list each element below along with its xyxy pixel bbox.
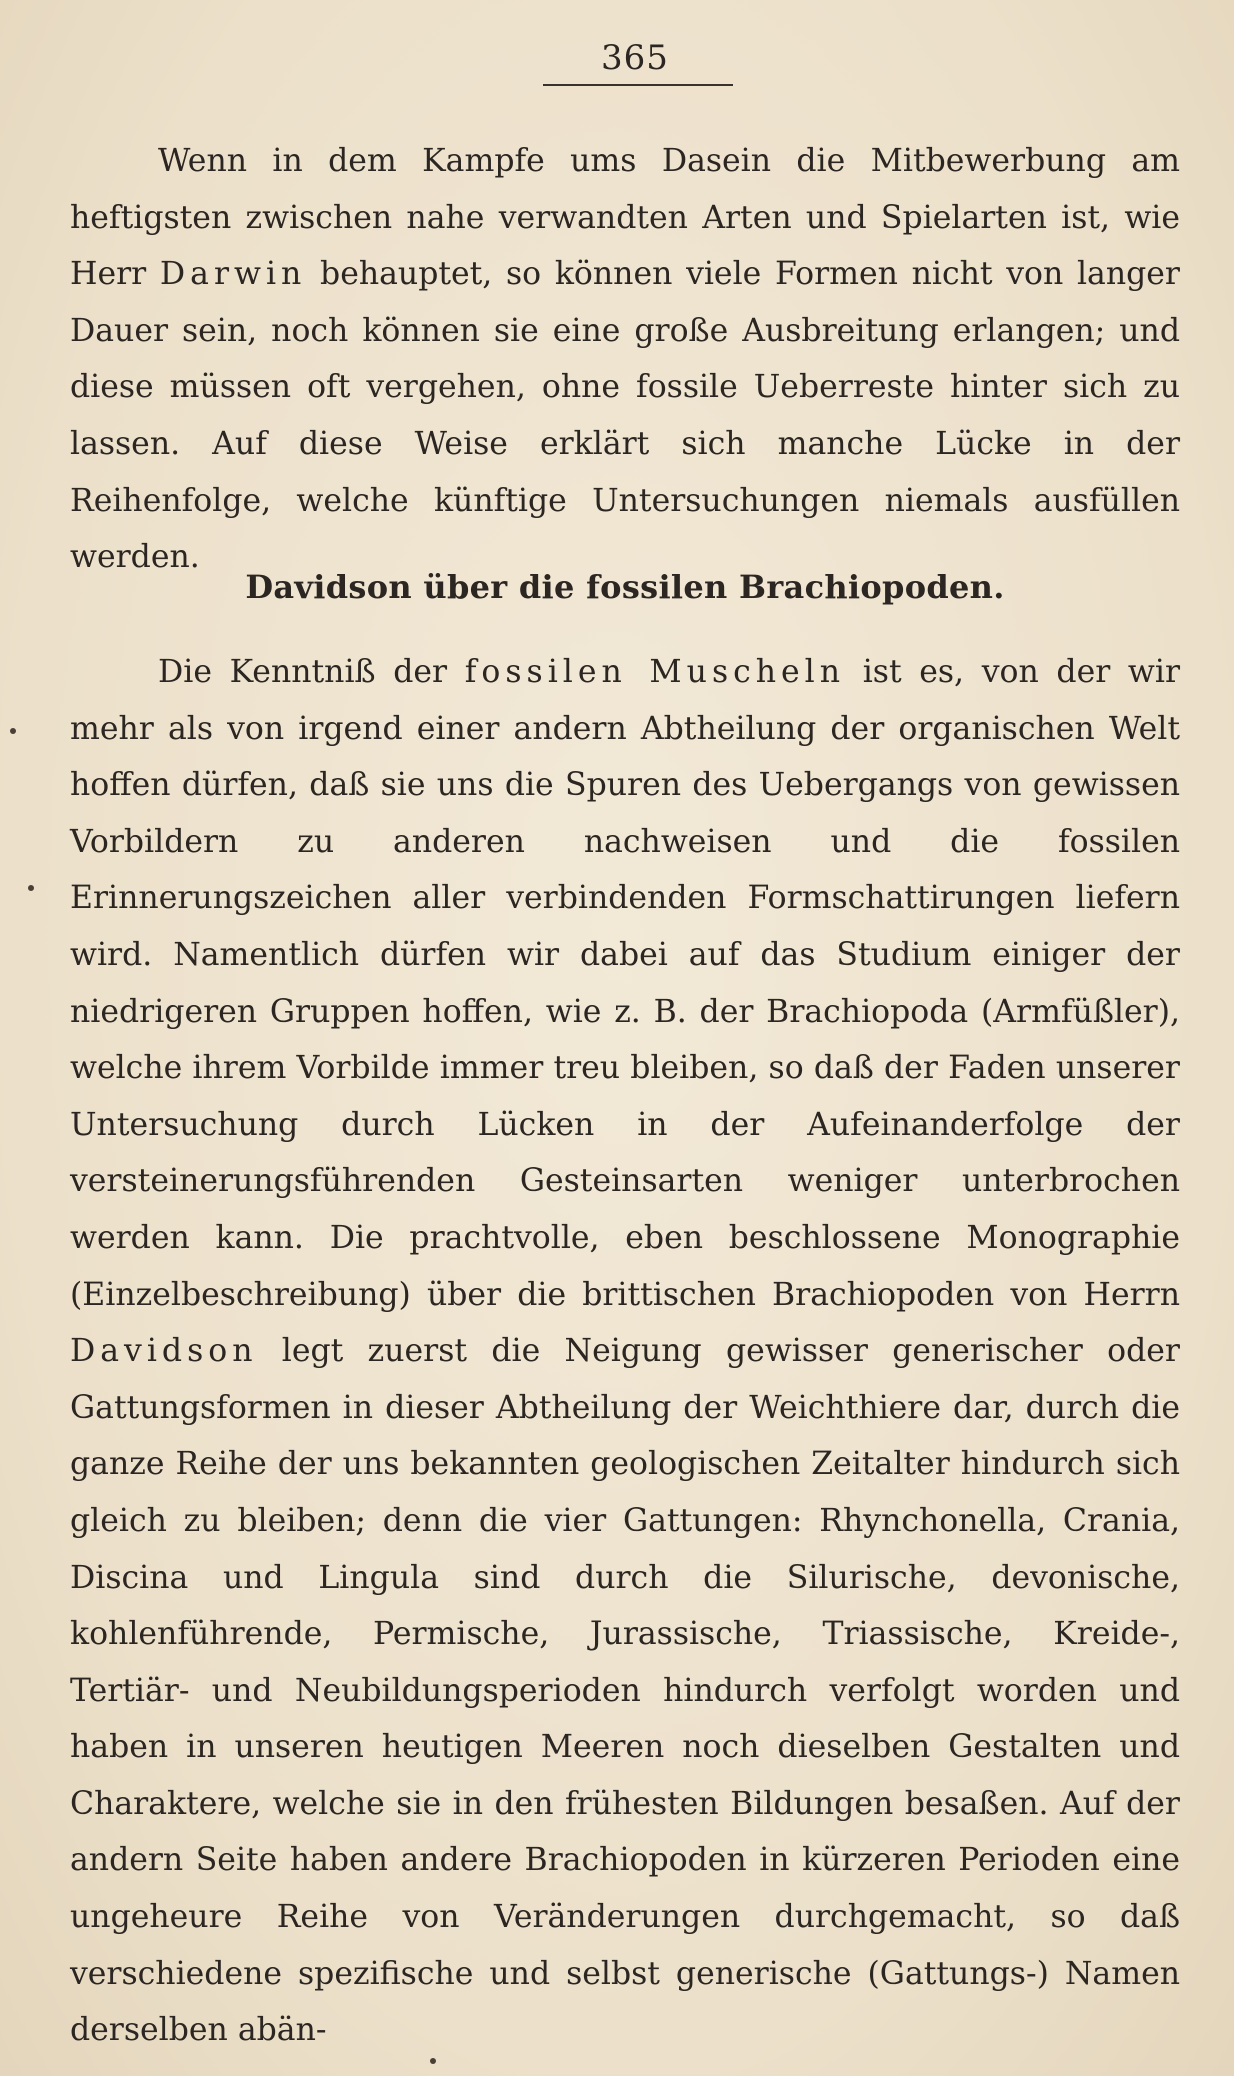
spaced-fossile-muscheln: fossilen Muscheln [464,654,846,690]
paragraph-brachiopods [70,644,1180,2059]
paragraph2-text-c: legt zuerst die Neigung gewisser generischer oder Gattungsformen in dieser Abtheilung der Weichthiere dar, durch die ganze Reihe der uns bekannten geologischen Zeitalter hindurch sich gleich zu bleiben; denn die vier Gattungen: Rhynchonella, Crania, Discina und Lingula sind durch die Silurische, devonische, kohlenführende, Permische, Jurassische, Triassische, Kreide-, Tertiär- und Neubildungsperioden hindurch verfolgt worden und haben in unseren heutigen Meeren noch dieselben Gestalten und Charaktere, welche sie in den frühesten Bildungen besaßen. Auf der andern Seite haben andere Brachiopoden in kürzeren Perioden eine ungeheure Reihe von Veränderungen durchgemacht, so daß verschiedene spezifische und selbst generische (Gattungs-) Namen derselben abän- [70,1333,1180,2049]
name-davidson: Davidson [70,1333,258,1370]
margin-speck [28,885,34,891]
section-heading: Davidson über die fossilen Brachiopoden. [245,568,1005,606]
paragraph-darwin [70,133,1180,586]
paragraph2-text-a: Die Kenntniß der [158,654,465,690]
margin-speck [10,728,16,734]
header-rule [543,84,733,86]
paragraph1-text-b: behauptet, so können viele Formen nicht von langer Dauer sein, noch können sie eine große Ausbreitung erlangen; und diese müssen oft vergehen, ohne fossile Ueberreste hinter sich zu lassen. Auf diese Weise erklärt sich manche Lücke in der Reihenfolge, welche künftige Untersuchungen niemals ausfüllen werden. [70,256,1180,576]
paragraph1-text-a: Wenn in dem Kampfe ums Dasein die Mitbewerbung am heftigsten zwischen nahe verwandten Arten und Spielarten ist, wie Herr [70,143,1180,293]
name-darwin: Darwin [159,256,307,293]
margin-speck [430,2058,436,2064]
page-number: 365 [601,38,669,78]
paragraph2-text-b: ist es, von der wir mehr als von irgend einer andern Abtheilung der organischen Welt hoffen dürfen, daß sie uns die Spuren des Uebergangs von gewissen Vorbildern zu anderen nachweisen und die fossilen Erinnerungszeichen aller verbindenden Formschattirungen liefern wird. Namentlich dürfen wir dabei auf das Studium einiger der niedrigeren Gruppen hoffen, wie z. B. der Brachiopoda (Armfüßler), welche ihrem Vorbilde immer treu bleiben, so daß der Faden unserer Untersuchung durch Lücken in der Aufeinanderfolge der versteinerungsführenden Gesteinsarten weniger unterbrochen werden kann. Die prachtvolle, eben beschlossene Monographie (Einzelbeschreibung) über die brittischen Brachiopoden von Herrn [70,654,1181,1313]
